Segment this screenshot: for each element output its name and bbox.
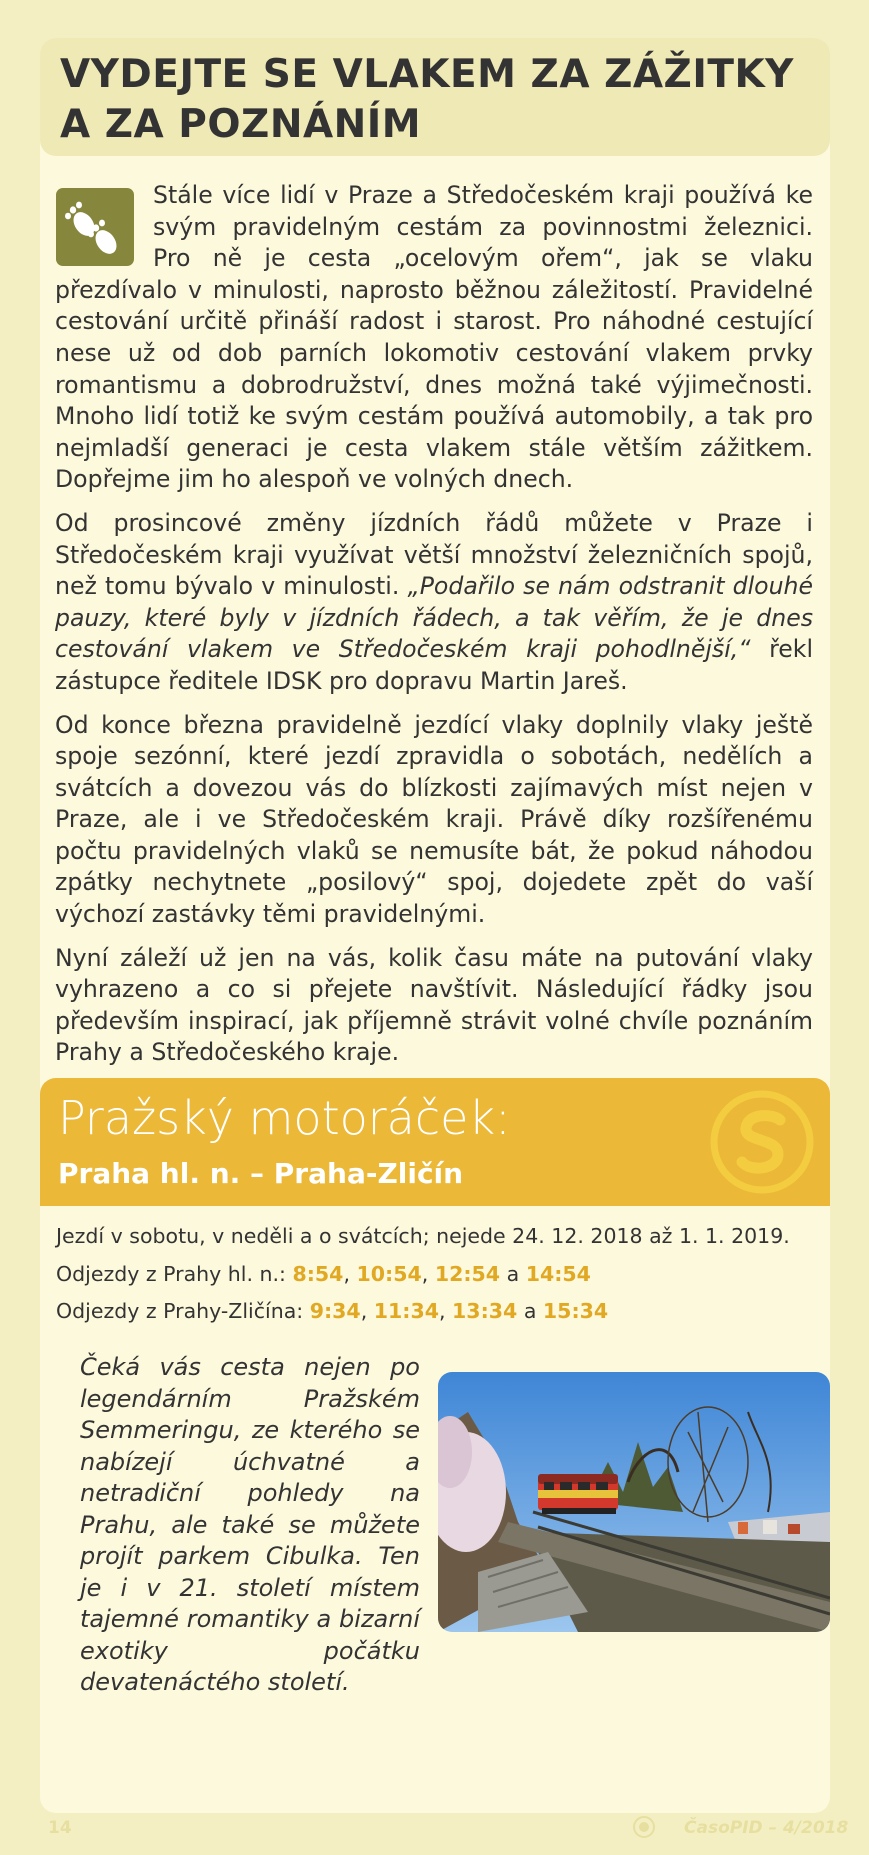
s-train-logo-icon <box>708 1088 816 1196</box>
departure-time: 8:54 <box>292 1262 344 1286</box>
article-paragraph-4: Nyní záleží už jen na vás, kolik času máte na putování vlaky vyhrazeno a co si přejete navštívit. Následující řádky jsou především inspirací, jak příjemně strávit volné chvíle poznáním Prahy a Středočeského kraje. <box>55 943 813 1067</box>
paragraph-2-text: Od prosincové změny jízdních řádů můžete v Praze i Středočeském kraji využívat větší množství železničních spojů, než tomu bývalo v minulosti. <box>55 508 813 601</box>
departures-label: Odjezdy z Prahy-Zličína: <box>56 1299 310 1323</box>
departure-time: 9:34 <box>309 1299 361 1323</box>
departures-hlavni <box>56 1260 591 1288</box>
separator: , <box>421 1262 435 1286</box>
pid-logo-icon <box>632 1815 656 1839</box>
title-line-1: VYDEJTE SE VLAKEM ZA ZÁŽITKY <box>60 52 794 97</box>
route-days: Jezdí v sobotu, v neděli a o svátcích; nejede 24. 12. 2018 až 1. 1. 2019. <box>56 1224 790 1248</box>
separator: a <box>517 1299 543 1323</box>
page-number: 14 <box>48 1818 72 1838</box>
departure-time: 15:34 <box>542 1299 609 1323</box>
article-paragraph-3: Od konce března pravidelně jezdící vlaky doplnily vlaky ještě spoje sezónní, které jezdí zpravidla o sobotách, nedělích a svátcích a dovezou vás do blízkosti zajímavých míst nejen v Praze, ale i ve Středočeském kraji. Právě díky rozšířenému počtu pravidelných vlaků se nemusíte bát, že pokud náhodou zpátky nechytnete „posilový“ spoj, dojedete zpět do vaší výchozí zastávky těmi pravidelnými. <box>55 710 813 929</box>
page-title <box>60 50 794 150</box>
header-box <box>40 38 830 156</box>
magazine-issue: ČasoPID – 4/2018 <box>684 1818 849 1838</box>
route-title: Pražský motoráček: <box>58 1091 511 1145</box>
paragraph-1-text: Stále více lidí v Praze a Středočeském kraji používá ke svým pravidelným cestám za povinnostmi železnici. Pro ně je cesta „ocelovým ořem“, jak se vlaku přezdívalo v minulosti, naprosto běžnou záležitostí. Pravidelné cestování určitě přináší radost i starost. Pro náhodné cestující nese už od dob parních lokomotiv cestování vlakem prvky romantismu a dobrodružství, dnes možná také výjimečnosti. Mnoho lidí totiž ke svým cestám používá automobily, a tak pro nejmladší generaci je cesta vlakem stále větším zážitkem. Dopřejme jim ho alespoň ve volných dnech. <box>55 181 813 494</box>
train-photo <box>438 1372 830 1632</box>
route-quote: Čeká vás cesta nejen po legendárním Pražském Semmeringu, ze kterého se nabízejí úchvatné a netradiční pohledy na Prahu, ale také se můžete projít parkem Cibulka. Ten je i v 21. století místem tajemné romantiky a bizarní exotiky počátku devatenáctého století. <box>80 1353 420 1696</box>
paragraph-2-end: řekl zástupce ředitele IDSK pro dopravu Martin Jareš. <box>55 635 813 695</box>
departures-label: Odjezdy z Prahy hl. n.: <box>56 1262 293 1286</box>
departure-time: 12:54 <box>434 1262 501 1286</box>
separator: , <box>343 1262 357 1286</box>
title-line-2: A ZA POZNÁNÍM <box>60 102 422 147</box>
separator: a <box>500 1262 526 1286</box>
departure-time: 11:34 <box>373 1299 439 1323</box>
route-header <box>40 1078 830 1206</box>
separator: , <box>439 1299 453 1323</box>
route-subtitle: Praha hl. n. – Praha-Zličín <box>58 1157 464 1190</box>
departures-zlicin <box>56 1297 608 1325</box>
article-paragraph-2 <box>55 508 813 698</box>
departure-time: 14:54 <box>525 1262 591 1286</box>
article-paragraph-1 <box>55 180 813 496</box>
separator: , <box>360 1299 374 1323</box>
article-body <box>55 180 813 1081</box>
departure-time: 13:34 <box>452 1299 518 1323</box>
departure-time: 10:54 <box>356 1262 422 1286</box>
paragraph-2-quote: „Podařilo se nám odstranit dlouhé pauzy, které byly v jízdních řádech, a tak věřím, že je dnes cestování vlakem ve Středočeském kraji pohodlnější,“ <box>55 572 814 664</box>
